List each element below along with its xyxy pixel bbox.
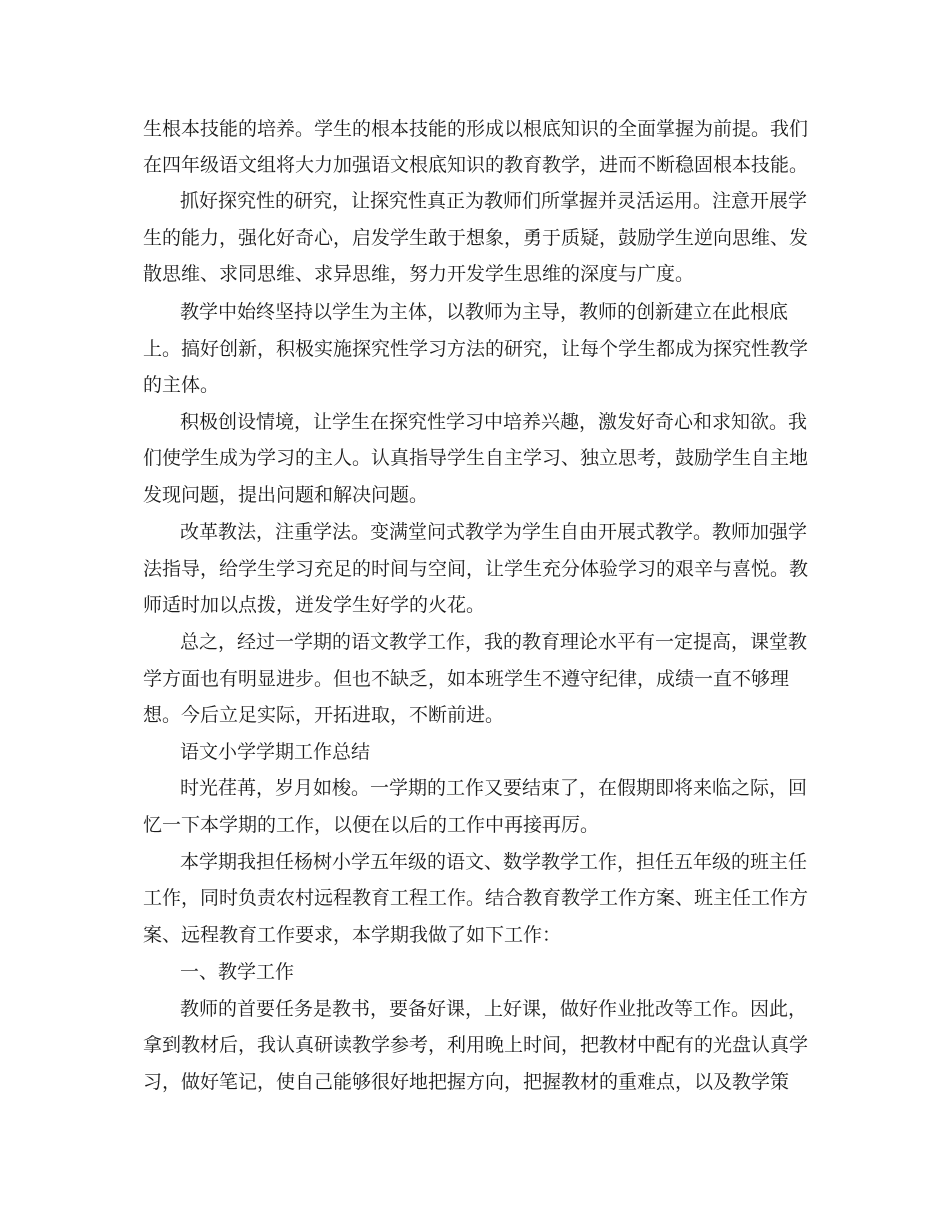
text-line: 们使学生成为学习的主人。认真指导学生自主学习、独立思考，鼓励学生自主地 (143, 447, 809, 469)
text-line: 教学中始终坚持以学生为主体，以教师为主导，教师的创新建立在此根底 (180, 301, 789, 323)
text-line: 法指导，给学生学习充足的时间与空间，让学生充分体验学习的艰辛与喜悦。教 (143, 558, 809, 580)
text-line: 改革教法，注重学法。变满堂问式教学为学生自由开展式教学。教师加强学 (180, 521, 808, 543)
text-line: 上。搞好创新，积极实施探究性学习方法的研究，让每个学生都成为探究性教学 (143, 338, 809, 360)
section-heading: 语文小学学期工作总结 (180, 741, 371, 763)
text-line: 生的能力，强化好奇心，启发学生敢于想象，勇于质疑，鼓励学生逆向思维、发 (143, 227, 809, 249)
text-line: 学方面也有明显进步。但也不缺乏，如本班学生不遵守纪律，成绩一直不够理 (143, 668, 790, 690)
text-line: 忆一下本学期的工作，以便在以后的工作中再接再厉。 (143, 814, 600, 836)
text-line: 教师的首要任务是教书，要备好课，上好课，做好作业批改等工作。因此， (180, 998, 808, 1020)
text-line: 时光荏苒，岁月如梭。一学期的工作又要结束了，在假期即将来临之际，回 (180, 777, 808, 799)
text-line: 想。今后立足实际，开拓进取，不断前进。 (143, 704, 505, 726)
text-line: 积极创设情境，让学生在探究性学习中培养兴趣，激发好奇心和求知欲。我 (180, 411, 808, 433)
section-heading: 一、教学工作 (180, 961, 295, 983)
text-line: 在四年级语文组将大力加强语文根底知识的教育教学，进而不断稳固根本技能。 (143, 154, 809, 176)
text-line: 工作，同时负责农村远程教育工程工作。结合教育教学工作方案、班主任工作方 (143, 887, 809, 909)
text-line: 习，做好笔记，使自己能够很好地把握方向，把握教材的重难点，以及教学策 (143, 1071, 790, 1093)
text-line: 抓好探究性的研究，让探究性真正为教师们所掌握并灵活运用。注意开展学 (180, 190, 808, 212)
text-line: 的主体。 (143, 374, 220, 396)
text-line: 散思维、求同思维、求异思维，努力开发学生思维的深度与广度。 (143, 263, 695, 285)
text-line: 拿到教材后，我认真研读教学参考，利用晚上时间，把教材中配有的光盘认真学 (143, 1034, 809, 1056)
text-line: 案、远程教育工作要求，本学期我做了如下工作： (143, 924, 562, 946)
text-line: 本学期我担任杨树小学五年级的语文、数学教学工作，担任五年级的班主任 (180, 851, 808, 873)
text-line: 总之，经过一学期的语文教学工作，我的教育理论水平有一定提高，课堂教 (180, 631, 808, 653)
text-line: 师适时加以点拨，迸发学生好学的火花。 (143, 594, 486, 616)
text-line: 生根本技能的培养。学生的根本技能的形成以根底知识的全面掌握为前提。我们 (143, 118, 809, 140)
text-line: 发现问题，提出问题和解决问题。 (143, 484, 429, 506)
